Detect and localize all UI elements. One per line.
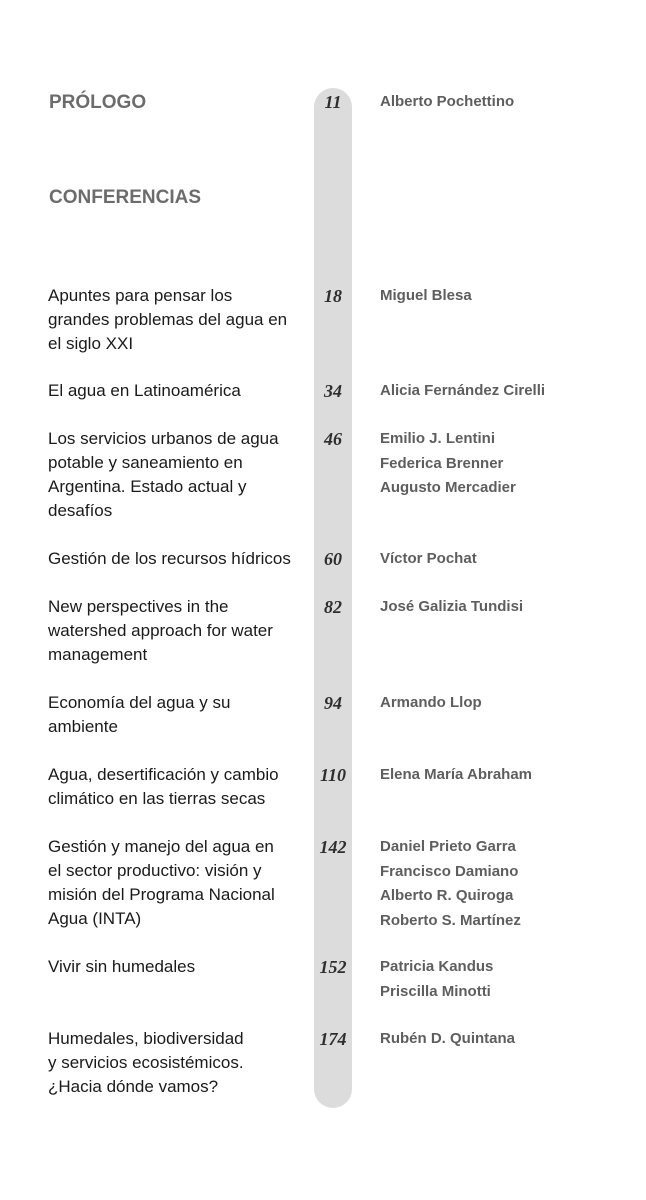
entry-title bbox=[48, 595, 298, 667]
title-line: ¿Hacia dónde vamos? bbox=[48, 1077, 219, 1096]
title-line: Apuntes para pensar los bbox=[48, 286, 233, 305]
title-line: Vivir sin humedales bbox=[48, 957, 196, 976]
entry-page-number: 60 bbox=[324, 549, 342, 569]
entry-authors bbox=[380, 284, 472, 309]
title-line: potable y saneamiento en bbox=[48, 453, 243, 472]
author-name: Patricia Kandus bbox=[380, 958, 494, 975]
entry-page-number: 174 bbox=[319, 1029, 347, 1049]
entry-title bbox=[48, 835, 298, 931]
author-name: Miguel Blesa bbox=[380, 287, 472, 304]
title-line: ambiente bbox=[48, 717, 118, 736]
author-name: Rubén D. Quintana bbox=[380, 1030, 515, 1047]
entry-page-number: 94 bbox=[324, 693, 342, 713]
author-name: Roberto S. Martínez bbox=[380, 911, 521, 929]
entry-title bbox=[48, 379, 298, 403]
title-line: grandes problemas del agua en bbox=[48, 310, 288, 329]
title-line: Economía del agua y su bbox=[48, 693, 231, 712]
entry-page-number: 152 bbox=[319, 957, 347, 977]
title-line: Gestión de los recursos hídricos bbox=[48, 549, 291, 568]
prologue-page-number: 11 bbox=[324, 92, 342, 112]
author-name: Armando Llop bbox=[380, 694, 482, 711]
entry-title bbox=[48, 691, 298, 739]
title-line: el siglo XXI bbox=[48, 334, 134, 353]
section-heading: CONFERENCIAS bbox=[49, 187, 202, 208]
entry-authors bbox=[380, 547, 477, 572]
entry-page-number: 82 bbox=[324, 597, 342, 617]
entry-title bbox=[48, 1027, 298, 1099]
entry-authors bbox=[380, 379, 545, 404]
title-line: management bbox=[48, 645, 148, 664]
entry-authors bbox=[380, 595, 523, 620]
entry-authors bbox=[380, 835, 521, 933]
entry-title bbox=[48, 547, 298, 571]
title-line: Los servicios urbanos de agua bbox=[48, 429, 279, 448]
entry-page-number: 110 bbox=[319, 765, 346, 785]
entry-page-number: 18 bbox=[324, 286, 342, 306]
title-line: climático en las tierras secas bbox=[48, 789, 266, 808]
title-line: Gestión y manejo del agua en bbox=[48, 837, 274, 856]
author-name: Augusto Mercadier bbox=[380, 479, 516, 496]
title-line: Agua, desertificación y cambio bbox=[48, 765, 279, 784]
title-line: watershed approach for water bbox=[48, 621, 273, 640]
title-line: Humedales, biodiversidad bbox=[48, 1029, 244, 1048]
prologue-heading: PRÓLOGO bbox=[49, 92, 147, 113]
title-line: y servicios ecosistémicos. bbox=[48, 1053, 244, 1072]
entry-title bbox=[48, 955, 298, 979]
author-name: Alberto R. Quiroga bbox=[380, 887, 514, 904]
title-line: el sector productivo: visión y bbox=[48, 861, 262, 880]
author-name: Daniel Prieto Garra bbox=[380, 838, 516, 855]
entry-page-number: 46 bbox=[324, 429, 342, 449]
author-name: Víctor Pochat bbox=[380, 550, 477, 567]
entry-page-number: 142 bbox=[319, 837, 347, 857]
author-name: Emilio J. Lentini bbox=[380, 430, 496, 447]
author-name: Francisco Damiano bbox=[380, 862, 519, 880]
entry-page-number: 34 bbox=[324, 381, 342, 401]
title-line: New perspectives in the bbox=[48, 597, 229, 616]
title-line: misión del Programa Nacional bbox=[48, 885, 275, 904]
entry-authors bbox=[380, 427, 516, 501]
entry-authors bbox=[380, 1027, 515, 1052]
author-name: José Galizia Tundisi bbox=[380, 598, 524, 615]
title-line: Agua (INTA) bbox=[48, 909, 142, 928]
title-line: Argentina. Estado actual y bbox=[48, 477, 247, 496]
entry-title bbox=[48, 427, 298, 523]
entry-title bbox=[48, 763, 298, 811]
entry-authors bbox=[380, 691, 482, 716]
author-name: Alicia Fernández Cirelli bbox=[380, 382, 546, 399]
entry-title bbox=[48, 284, 298, 356]
author-name: Federica Brenner bbox=[380, 454, 504, 472]
title-line: desafíos bbox=[48, 501, 113, 520]
entry-authors bbox=[380, 763, 532, 788]
prologue-author: Alberto Pochettino bbox=[380, 93, 515, 110]
entry-authors bbox=[380, 955, 493, 1004]
author-name: Priscilla Minotti bbox=[380, 982, 491, 1000]
title-line: El agua en Latinoamérica bbox=[48, 381, 241, 400]
author-name: Elena María Abraham bbox=[380, 766, 532, 783]
